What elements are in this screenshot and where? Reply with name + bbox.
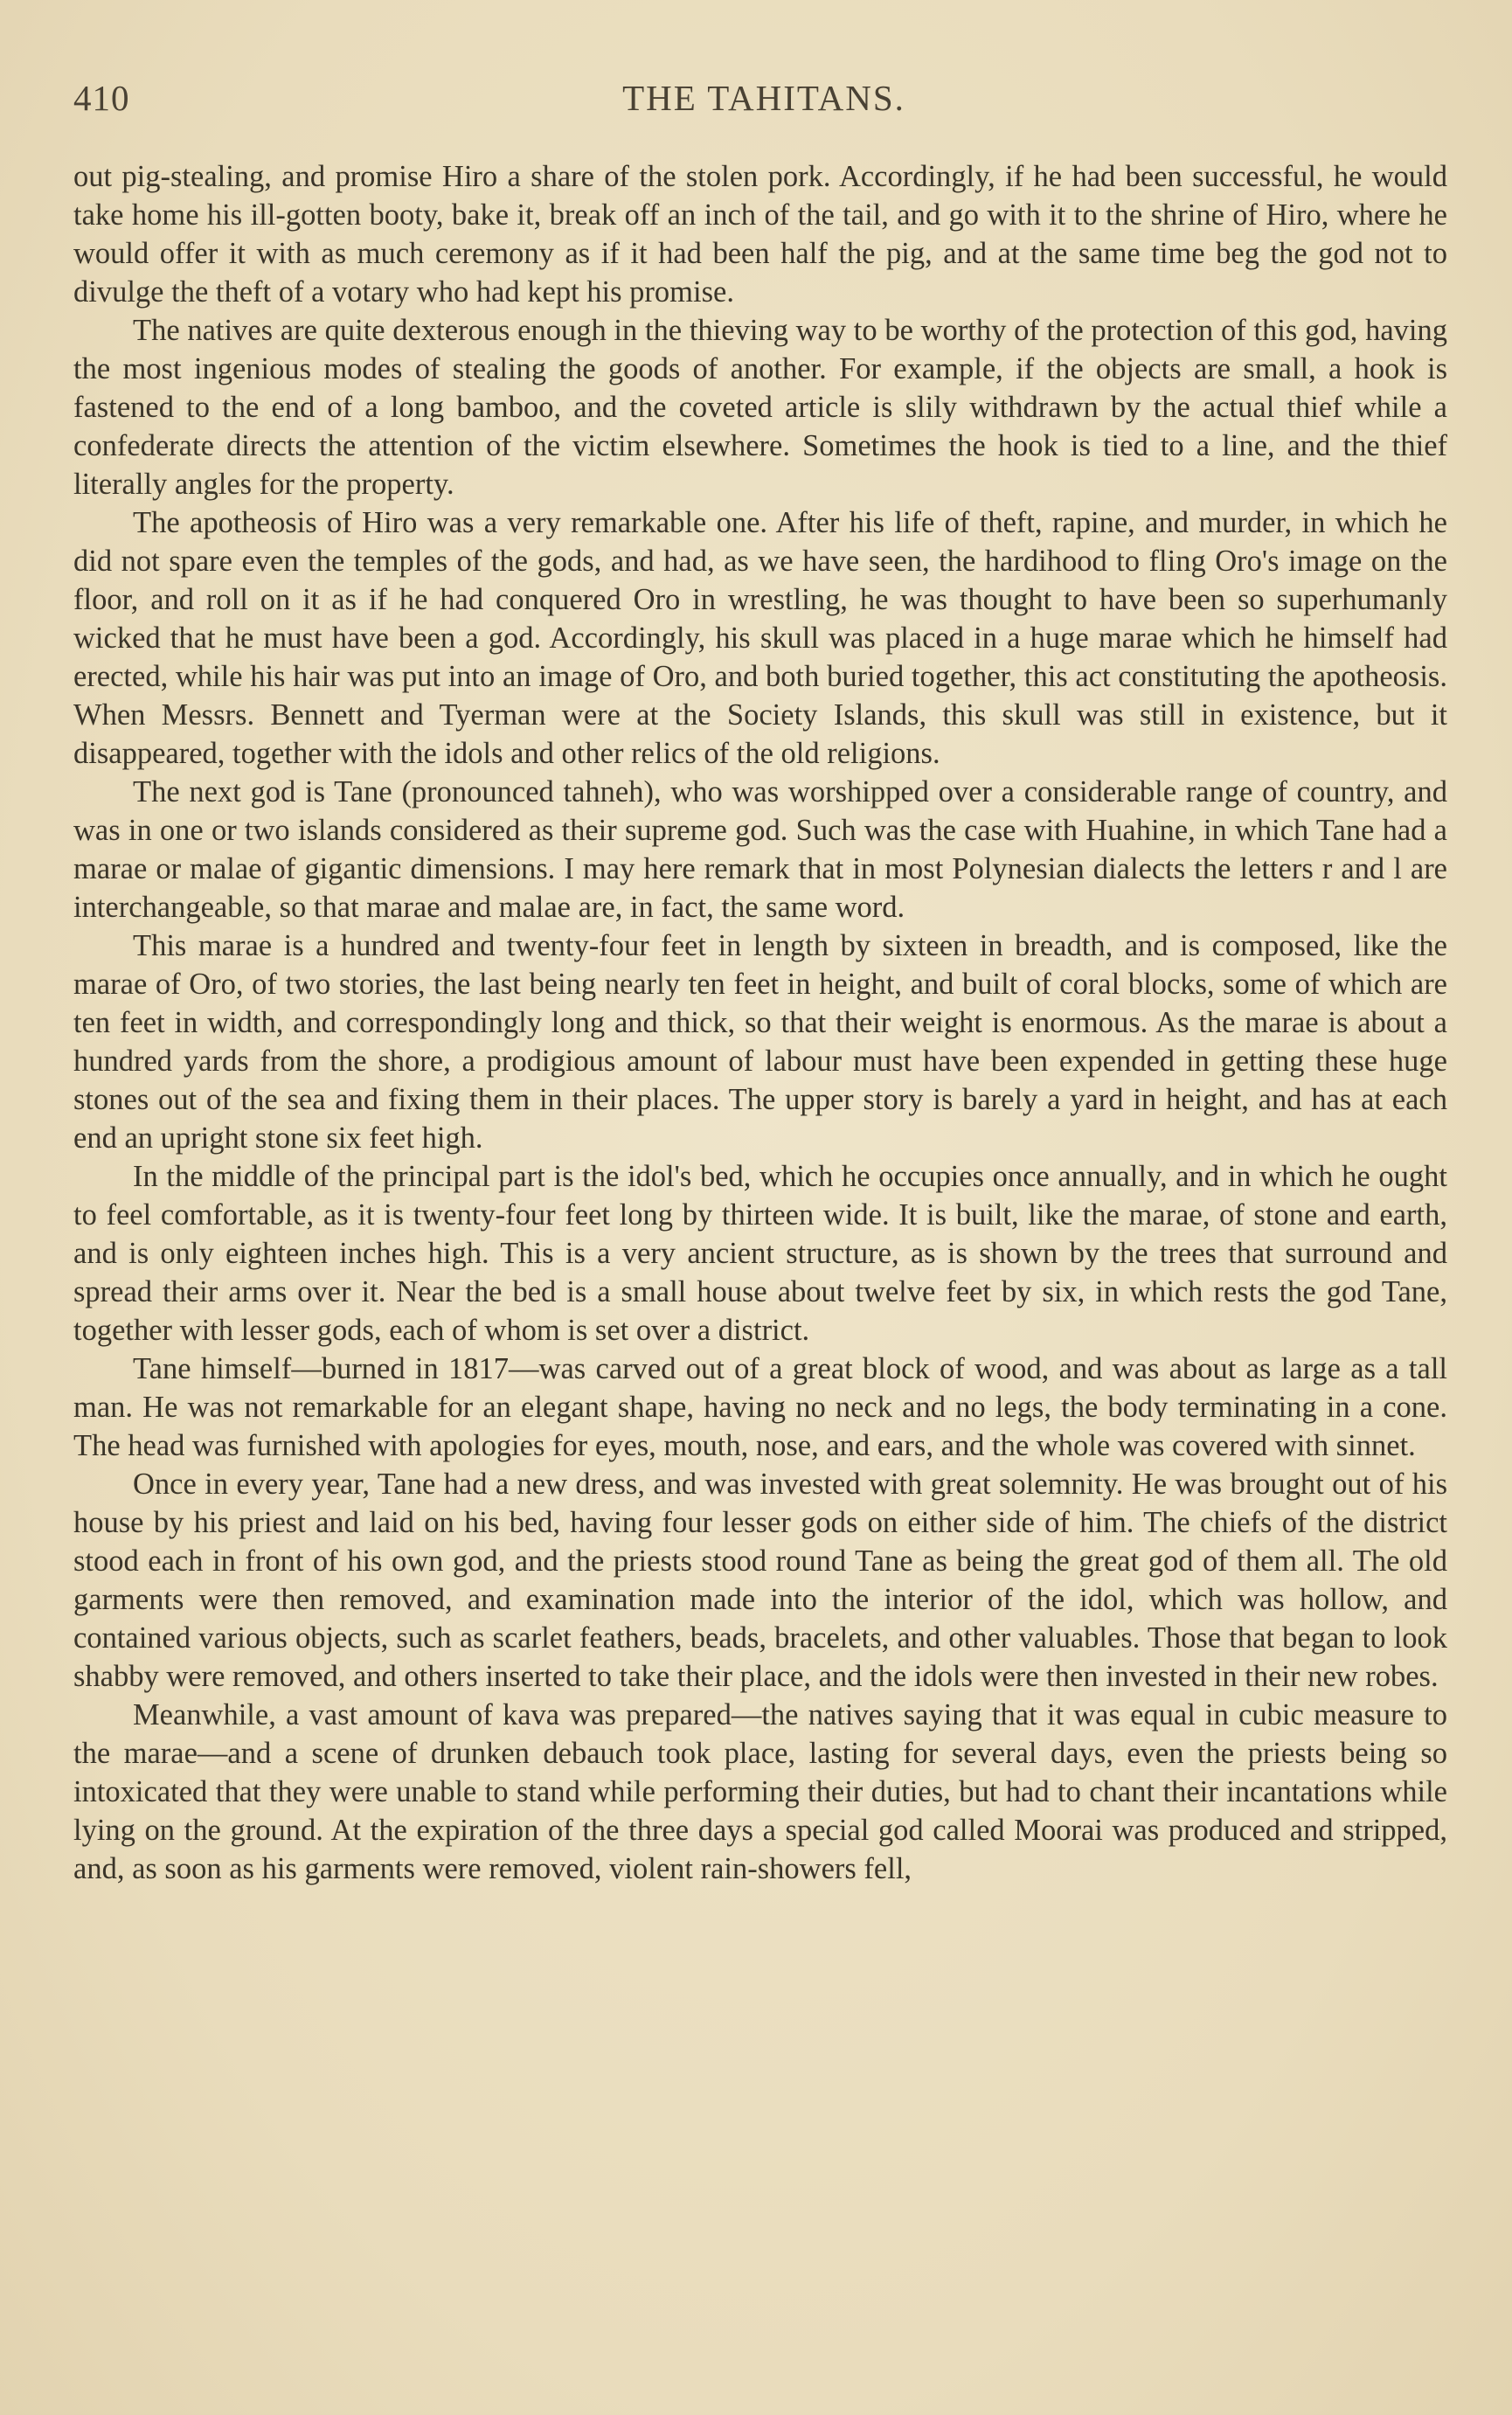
paragraph-kava: Meanwhile, a vast amount of kava was prepared—the natives saying that it was equal in cubic measure to the marae—and a scene of drunken debauch took place, lasting for several days, even the priests being so intoxicated that they were unable to stand while performing their duties, but had to chant their incantations while lying on the ground. At the expiration of the three days a special god called Moorai was produced and stripped, and, as soon as his garments were removed, violent rain-showers fell, bbox=[73, 1698, 1447, 1885]
body-text bbox=[73, 157, 1447, 1888]
paragraph-continuation: out pig-stealing, and promise Hiro a share of the stolen pork. Accordingly, if he had been successful, he would take home his ill-gotten booty, bake it, break off an inch of the tail, and go with it to the shrine of Hiro, where he would offer it with as much ceremony as if it had been half the pig, and at the same time beg the god not to divulge the theft of a votary who had kept his promise. bbox=[73, 160, 1447, 309]
paragraph-marae: This marae is a hundred and twenty-four feet in length by sixteen in breadth, and is composed, like the marae of Oro, of two stories, the last being nearly ten feet in height, and built of coral blocks, some of which are ten feet in width, and correspondingly long and thick, so that their weight is enormous. As the marae is about a hundred yards from the shore, a prodigious amount of labour must have been expended in getting these huge stones out of the sea and fixing them in their places. The upper story is barely a yard in height, and has at each end an upright stone six feet high. bbox=[73, 929, 1447, 1155]
running-title: THE TAHITANS. bbox=[622, 78, 905, 118]
paragraph-idol-bed: In the middle of the principal part is the idol's bed, which he occupies once annually, and in which he ought to feel comfortable, as it is twenty-four feet long by thirteen wide. It is built, like the marae, of stone and earth, and is only eighteen inches high. This is a very ancient structure, as is shown by the trees that surround and spread their arms over it. Near the bed is a small house about twelve feet by six, in which rests the god Tane, together with lesser gods, each of whom is set over a district. bbox=[73, 1160, 1447, 1347]
paragraph-tane-image: Tane himself—burned in 1817—was carved out of a great block of wood, and was about as large as a tall man. He was not remarkable for an elegant shape, having no neck and no legs, the body terminating in a cone. The head was furnished with apologies for eyes, mouth, nose, and ears, and the whole was covered with sinnet. bbox=[73, 1352, 1447, 1462]
paragraph-tane: The next god is Tane (pronounced tahneh), who was worshipped over a considerable range of country, and was in one or two islands considered as their supreme god. Such was the case with Huahine, in which Tane had a marae or malae of gigantic dimensions. I may here remark that in most Polynesian dialects the letters r and l are interchangeable, so that marae and malae are, in fact, the same word. bbox=[73, 775, 1447, 924]
running-head bbox=[73, 77, 1454, 129]
paragraph-thieving: The natives are quite dexterous enough in the thieving way to be worthy of the protection of this god, having the most ingenious modes of stealing the goods of another. For example, if the objects are small, a hook is fastened to the end of a long bamboo, and the coveted article is slily withdrawn by the actual thief while a confederate directs the attention of the victim elsewhere. Sometimes the hook is tied to a line, and the thief literally angles for the property. bbox=[73, 314, 1447, 501]
paragraph-new-dress: Once in every year, Tane had a new dress, and was invested with great solemnity. He was brought out of his house by his priest and laid on his bed, having four lesser gods on either side of him. The chiefs of the district stood each in front of his own god, and the priests stood round Tane as being the great god of them all. The old garments were then removed, and examination made into the interior of the idol, which was hollow, and contained various objects, such as scarlet feathers, beads, bracelets, and other valuables. Those that began to look shabby were removed, and others inserted to take their place, and the idols were then invested in their new robes. bbox=[73, 1468, 1447, 1693]
paragraph-apotheosis: The apotheosis of Hiro was a very remarkable one. After his life of theft, rapine, and murder, in which he did not spare even the temples of the gods, and had, as we have seen, the hardihood to fling Oro's image on the floor, and roll on it as if he had conquered Oro in wrestling, he was thought to have been so superhumanly wicked that he must have been a god. Accordingly, his skull was placed in a huge marae which he himself had erected, while his hair was put into an image of Oro, and both buried together, this act constituting the apotheosis. When Messrs. Bennett and Tyerman were at the Society Islands, this skull was still in existence, but it disappeared, together with the idols and other relics of the old religions. bbox=[73, 506, 1447, 770]
page-number: 410 bbox=[73, 78, 130, 118]
